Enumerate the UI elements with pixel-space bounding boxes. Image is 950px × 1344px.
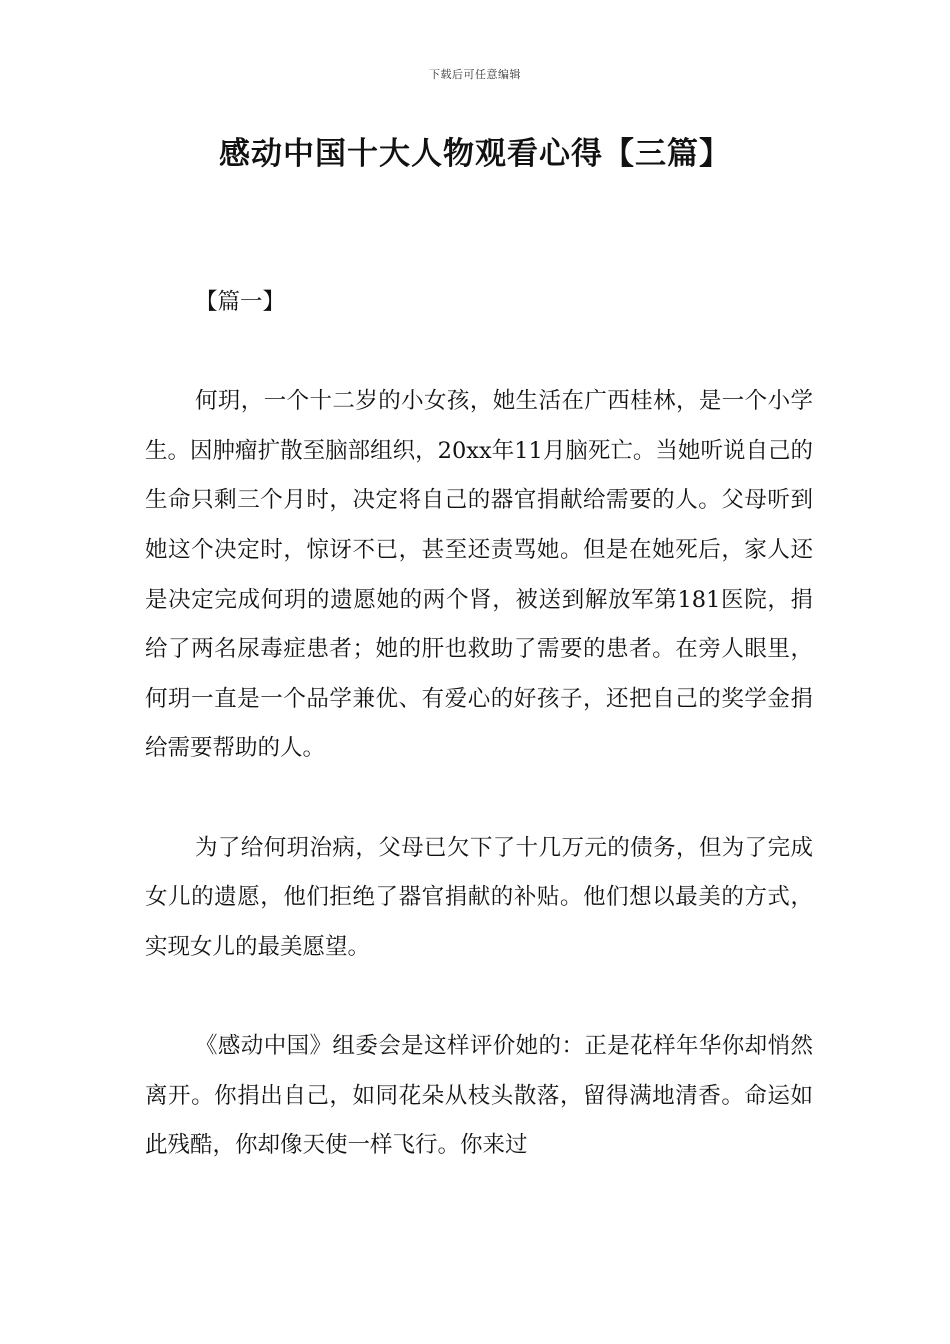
- paragraph-spacer: [145, 774, 813, 824]
- paragraph-1: 何玥，一个十二岁的小女孩，她生活在广西桂林，是一个小学生。因肿瘤扩散至脑部组织，20xx年11月脑死亡。当她听说自己的生命只剩三个月时，决定将自己的器官捐献给需要的人。父母听到她这个决定时，惊讶不已，甚至还责骂她。但是在她死后，家人还是决定完成何玥的遗愿她的两个肾，被送到解放军第181医院，捐给了两名尿毒症患者；她的肝也救助了需要的患者。在旁人眼里，何玥一直是一个品学兼优、有爱心的好孩子，还把自己的奖学金捐给需要帮助的人。: [145, 388, 813, 762]
- paragraph-2: 为了给何玥治病，父母已欠下了十几万元的债务，但为了完成女儿的遗愿，他们拒绝了器官捐献的补贴。他们想以最美的方式，实现女儿的最美愿望。: [145, 834, 813, 960]
- paragraph-spacer: [145, 328, 813, 378]
- document-body: [145, 278, 813, 1171]
- page-title: 感动中国十大人物观看心得【三篇】: [219, 136, 731, 172]
- header-note: 下载后可任意编辑: [429, 68, 521, 81]
- paragraph-3: 《感动中国》组委会是这样评价她的：正是花样年华你却悄然离开。你捐出自己，如同花朵从枝头散落，留得满地清香。命运如此残酷，你却像天使一样飞行。你来过: [145, 1032, 813, 1159]
- section-heading: 【篇一】: [195, 289, 286, 315]
- paragraph-spacer: [145, 972, 813, 1022]
